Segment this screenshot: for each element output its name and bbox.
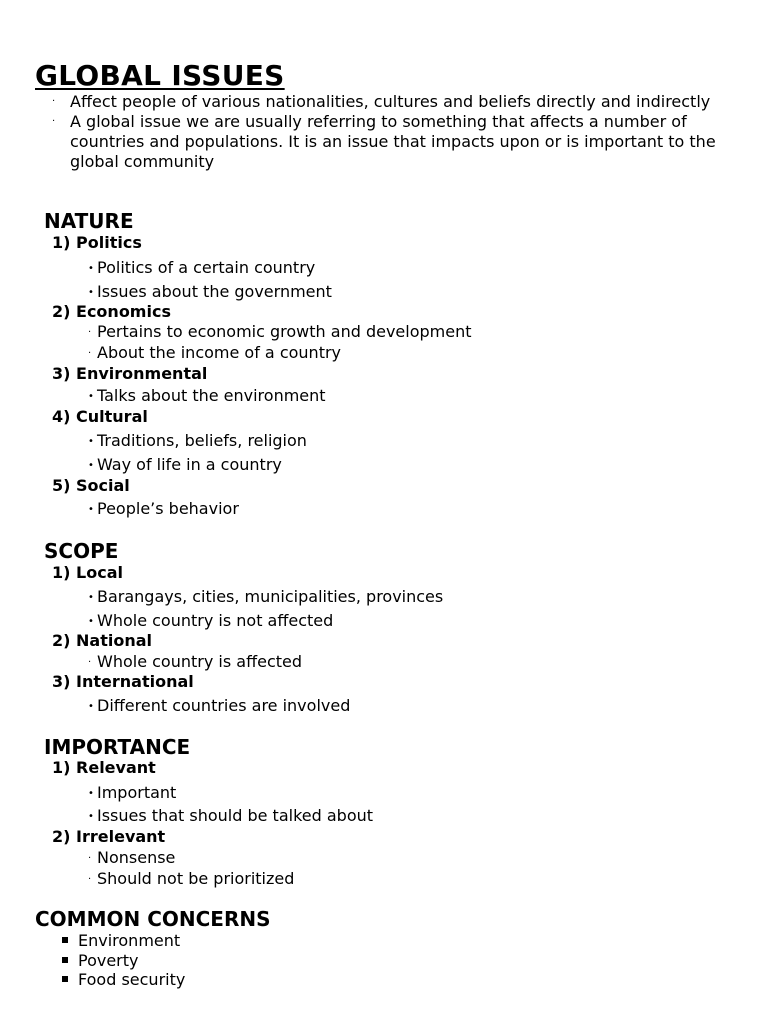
nature-bullet: · About the income of a country	[88, 343, 342, 362]
scope-bullet: · Whole country is affected	[88, 652, 303, 671]
nature-item-label: 5) Social	[52, 476, 130, 495]
square-bullet-icon	[62, 937, 68, 943]
page-title: GLOBAL ISSUES	[35, 59, 285, 92]
importance-item-label: 2) Irrelevant	[52, 827, 166, 846]
scope-bullet: • Whole country is not affected	[88, 611, 334, 630]
bullet-dot-icon: ·	[88, 327, 92, 338]
nature-bullet: • Traditions, beliefs, religion	[88, 431, 307, 450]
scope-item-label: 1) Local	[52, 563, 123, 582]
bullet-dot-icon: •	[88, 788, 94, 799]
bullet-dot-icon: •	[88, 811, 94, 822]
bullet-dot-icon: •	[88, 263, 94, 274]
bullet-dot-icon: •	[88, 436, 94, 447]
nature-bullet: · Pertains to economic growth and development	[88, 322, 472, 341]
bullet-dot-icon: ·	[88, 657, 92, 668]
bullet-dot-icon: ·	[88, 348, 92, 359]
scope-item-label: 3) International	[52, 672, 194, 691]
bullet-dot-icon: ·	[52, 96, 56, 107]
bullet-dot-icon: •	[88, 287, 94, 298]
nature-item-label: 2) Economics	[52, 302, 171, 321]
bullet-dot-icon: ·	[88, 853, 92, 864]
nature-bullet: • Talks about the environment	[88, 386, 326, 405]
importance-bullet: • Important	[88, 783, 177, 802]
nature-bullet: • Issues about the government	[88, 282, 332, 301]
bullet-dot-icon: •	[88, 504, 94, 515]
bullet-dot-icon: •	[88, 701, 94, 712]
bullet-dot-icon: •	[88, 592, 94, 603]
square-bullet-icon	[62, 957, 68, 963]
bullet-dot-icon: ·	[88, 874, 92, 885]
section-heading-concerns: COMMON CONCERNS	[35, 907, 271, 931]
intro-item	[48, 92, 738, 112]
scope-bullet: • Barangays, cities, municipalities, provinces	[88, 587, 444, 606]
bullet-dot-icon: •	[88, 460, 94, 471]
concern-item: Poverty	[62, 951, 139, 971]
nature-item-label: 1) Politics	[52, 233, 142, 252]
nature-item-label: 3) Environmental	[52, 364, 208, 383]
section-heading-nature: NATURE	[44, 209, 134, 233]
scope-bullet: • Different countries are involved	[88, 696, 351, 715]
section-heading-scope: SCOPE	[44, 539, 119, 563]
importance-bullet: • Issues that should be talked about	[88, 806, 374, 825]
bullet-dot-icon: •	[88, 616, 94, 627]
nature-bullet: • Politics of a certain country	[88, 258, 316, 277]
intro-item	[48, 112, 738, 172]
scope-item-label: 2) National	[52, 631, 152, 650]
nature-bullet: • People’s behavior	[88, 499, 239, 518]
nature-item-label: 4) Cultural	[52, 407, 148, 426]
concern-item: Environment	[62, 931, 180, 951]
importance-bullet: · Nonsense	[88, 848, 176, 867]
bullet-dot-icon: •	[88, 391, 94, 402]
bullet-dot-icon: ·	[52, 116, 56, 127]
intro-text: Affect people of various nationalities, cultures and beliefs directly and indirectly	[70, 92, 711, 111]
intro-text: A global issue we are usually referring to something that affects a number of countries and populations. It is an issue that impacts upon or is important to the global community	[70, 112, 716, 171]
section-heading-importance: IMPORTANCE	[44, 735, 191, 759]
concern-item: Food security	[62, 970, 185, 990]
intro-list	[48, 92, 738, 172]
square-bullet-icon	[62, 976, 68, 982]
nature-bullet: • Way of life in a country	[88, 455, 282, 474]
importance-item-label: 1) Relevant	[52, 758, 156, 777]
importance-bullet: · Should not be prioritized	[88, 869, 295, 888]
